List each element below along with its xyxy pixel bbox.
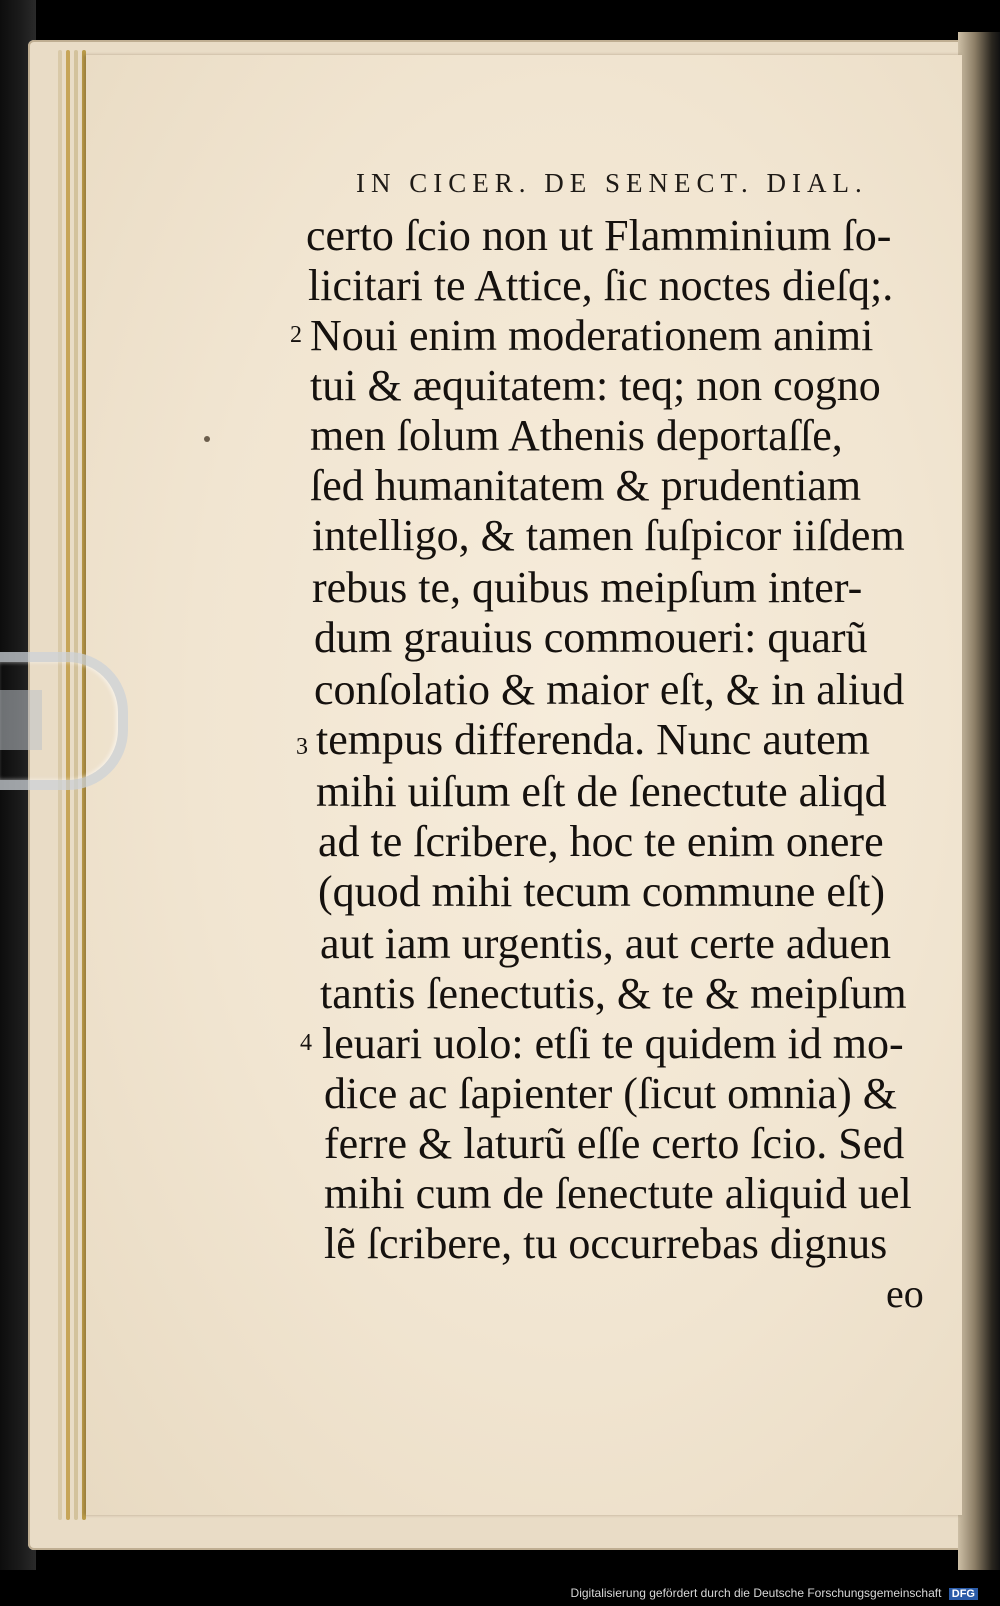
- text-line: Noui enim moderationem animi: [310, 311, 874, 360]
- text-line: lẽ ſcribere, tu occurrebas dignus: [324, 1219, 888, 1268]
- text-line: intelligo, & tamen ſuſpicor iiſdem: [312, 511, 905, 560]
- text-line: tui & æquitatem: teq; non cogno: [310, 361, 881, 410]
- footer-text: Digitalisierung gefördert durch die Deutsche Forschungsgemeinschaft: [570, 1586, 942, 1600]
- text-line: rebus te, quibus meipſum inter-: [312, 563, 863, 612]
- ink-speck: [204, 436, 210, 442]
- text-line: ad te ſcribere, hoc te enim onere: [318, 817, 884, 866]
- catchword: eo: [886, 1271, 924, 1316]
- dfg-logo-icon: DFG: [949, 1588, 978, 1600]
- book-cover-right: [958, 32, 1000, 1570]
- text-line: men ſolum Athenis deportaſſe,: [310, 411, 843, 460]
- footer-credit: [571, 1586, 978, 1600]
- margin-number: 2: [290, 322, 302, 348]
- text-line: mihi uiſum eſt de ſenectute aliqd: [316, 767, 887, 816]
- page-clip: [0, 652, 128, 790]
- text-line: dice ac ſapienter (ſicut omnia) &: [324, 1069, 897, 1118]
- text-line: conſolatio & maior eſt, & in aliud: [314, 665, 905, 714]
- text-line: ſed humanitatem & prudentiam: [310, 461, 862, 510]
- text-line: mihi cum de ſenectute aliquid uel: [324, 1169, 912, 1218]
- text-line: certo ſcio non ut Flamminium ſo-: [306, 211, 892, 260]
- margin-number: 4: [300, 1030, 312, 1056]
- running-head: IN CICER. DE SENECT. DIAL.: [356, 168, 868, 198]
- text-line: tempus differenda. Nunc autem: [316, 715, 870, 764]
- text-line: licitari te Attice, ſic noctes dieſq;.: [308, 261, 894, 310]
- text-line: leuari uolo: etſi te quidem id mo-: [322, 1019, 904, 1068]
- text-line: aut iam urgentis, aut certe aduen: [320, 919, 891, 968]
- text-line: ferre & laturũ eſſe certo ſcio. Sed: [324, 1119, 905, 1168]
- margin-number: 3: [296, 734, 308, 760]
- text-line: tantis ſenectutis, & te & meipſum: [320, 969, 907, 1018]
- text-line: (quod mihi tecum commune eſt): [318, 867, 885, 916]
- text-line: dum grauius commoueri: quarũ: [314, 613, 868, 662]
